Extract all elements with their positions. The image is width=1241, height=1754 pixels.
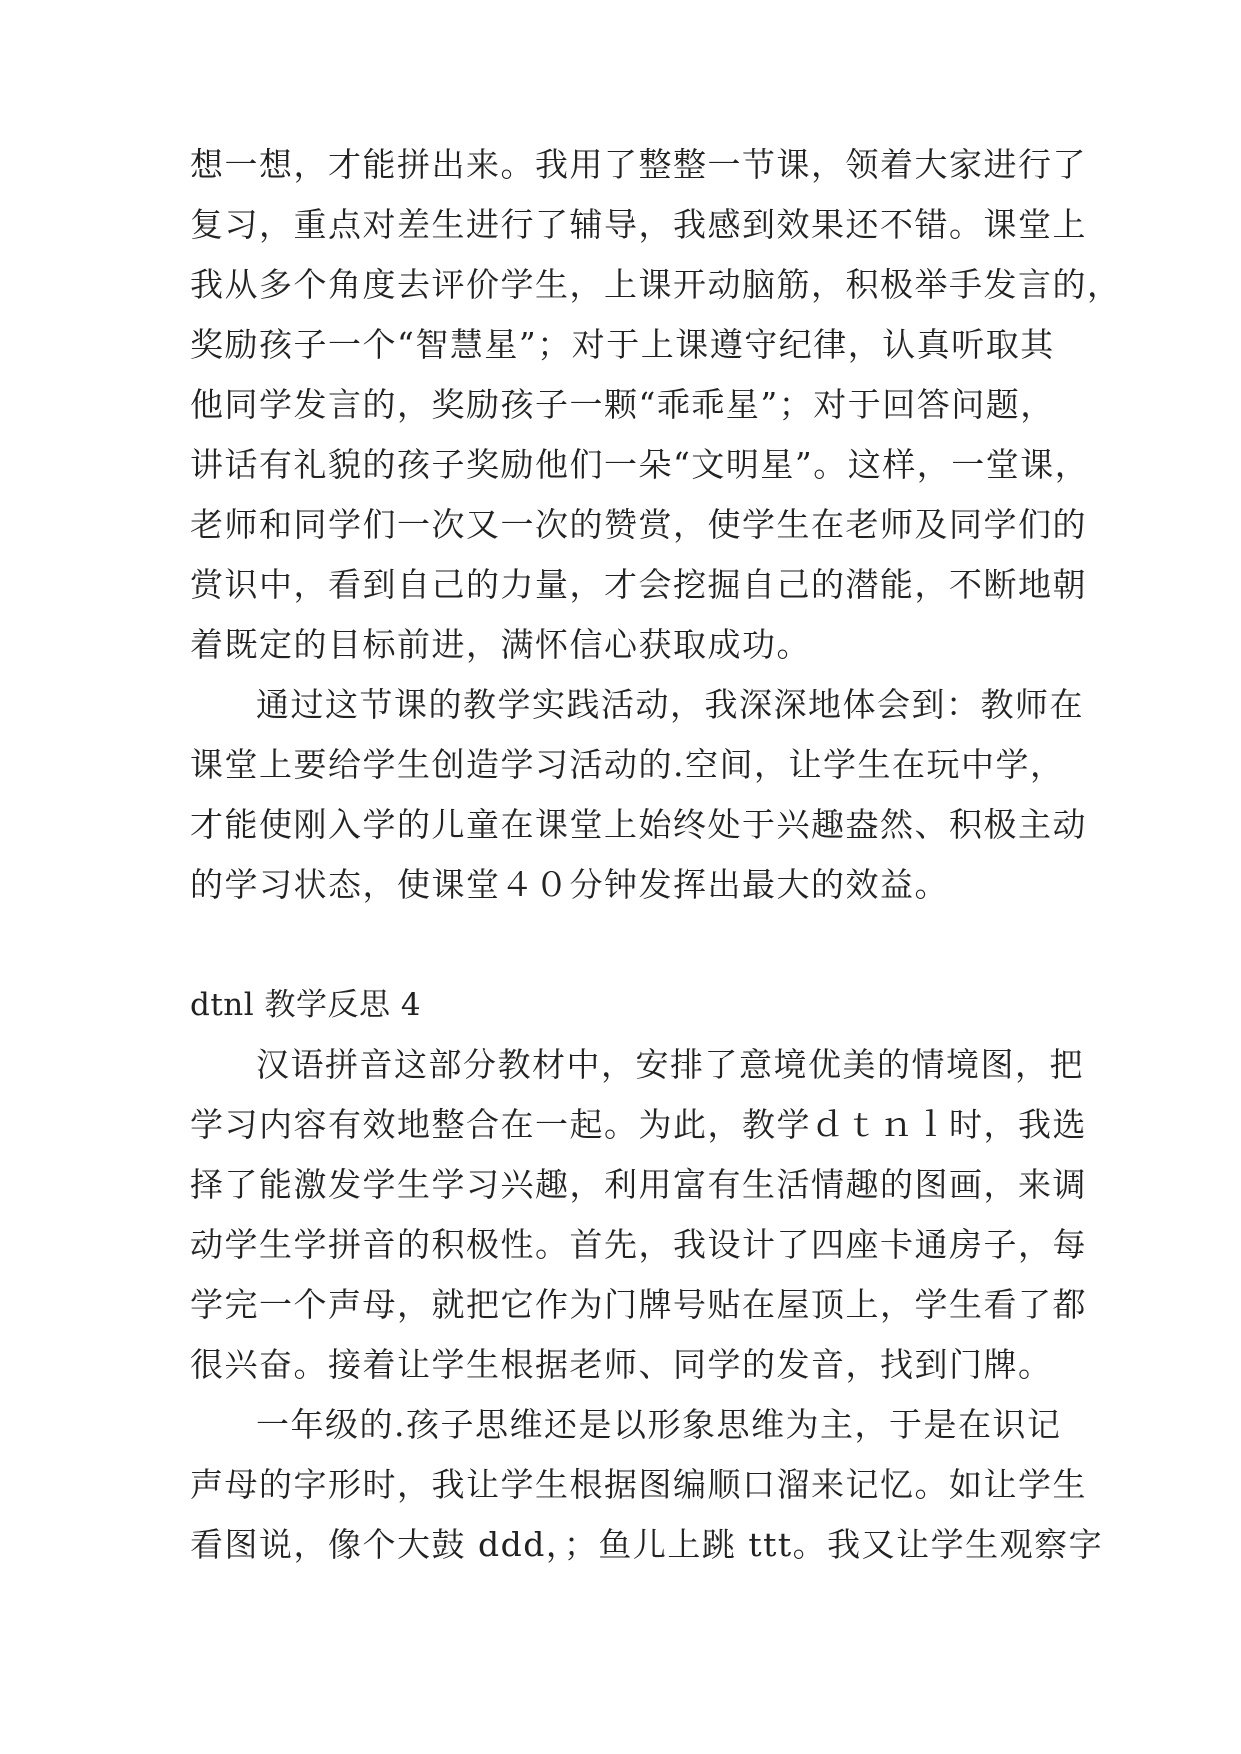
text-line: 通过这节课的教学实践活动，我深深地体会到：教师在 xyxy=(256,685,1084,724)
text-line: 着既定的目标前进，满怀信心获取成功。 xyxy=(190,625,811,664)
text-line: 动学生学拼音的积极性。首先，我设计了四座卡通房子，每 xyxy=(190,1225,1087,1264)
text-line: 我从多个角度去评价学生，上课开动脑筋，积极举手发言的， xyxy=(190,265,1122,304)
text-line: 学习内容有效地整合在一起。为此，教学ｄｔｎｌ时，我选 xyxy=(190,1105,1087,1144)
text-line: 的学习状态，使课堂４０分钟发挥出最大的效益。 xyxy=(190,865,949,904)
text-line: 讲话有礼貌的孩子奖励他们一朵“文明星”。这样，一堂课， xyxy=(190,445,1090,484)
text-line: 课堂上要给学生创造学习活动的.空间，让学生在玩中学， xyxy=(190,745,1065,784)
text-line: 汉语拼音这部分教材中，安排了意境优美的情境图，把 xyxy=(256,1045,1084,1084)
text-line: 赏识中，看到自己的力量，才会挖掘自己的潜能，不断地朝 xyxy=(190,565,1087,604)
text-line: 声母的字形时，我让学生根据图编顺口溜来记忆。如让学生 xyxy=(190,1465,1087,1504)
text-line: 才能使刚入学的儿童在课堂上始终处于兴趣盎然、积极主动 xyxy=(190,805,1087,844)
text-line: 他同学发言的，奖励孩子一颗“乖乖星”；对于回答问题， xyxy=(190,385,1055,424)
text-line: 学完一个声母，就把它作为门牌号贴在屋顶上，学生看了都 xyxy=(190,1285,1087,1324)
text-line: 很兴奋。接着让学生根据老师、同学的发音，找到门牌。 xyxy=(190,1345,1053,1384)
section-heading: dtnl 教学反思 4 xyxy=(190,987,422,1023)
text-line: 复习，重点对差生进行了辅导，我感到效果还不错。课堂上 xyxy=(190,205,1087,244)
text-line: 一年级的.孩子思维还是以形象思维为主，于是在识记 xyxy=(256,1405,1062,1444)
text-line: 奖励孩子一个“智慧星”；对于上课遵守纪律，认真听取其 xyxy=(190,325,1055,364)
text-line: 老师和同学们一次又一次的赞赏，使学生在老师及同学们的 xyxy=(190,505,1087,544)
text-line: 择了能激发学生学习兴趣，利用富有生活情趣的图画，来调 xyxy=(190,1165,1087,1204)
text-line: 看图说，像个大鼓 ddd，；鱼儿上跳 ttt。我又让学生观察字 xyxy=(190,1525,1104,1564)
text-line: 想一想，才能拼出来。我用了整整一节课，领着大家进行了 xyxy=(190,145,1087,184)
